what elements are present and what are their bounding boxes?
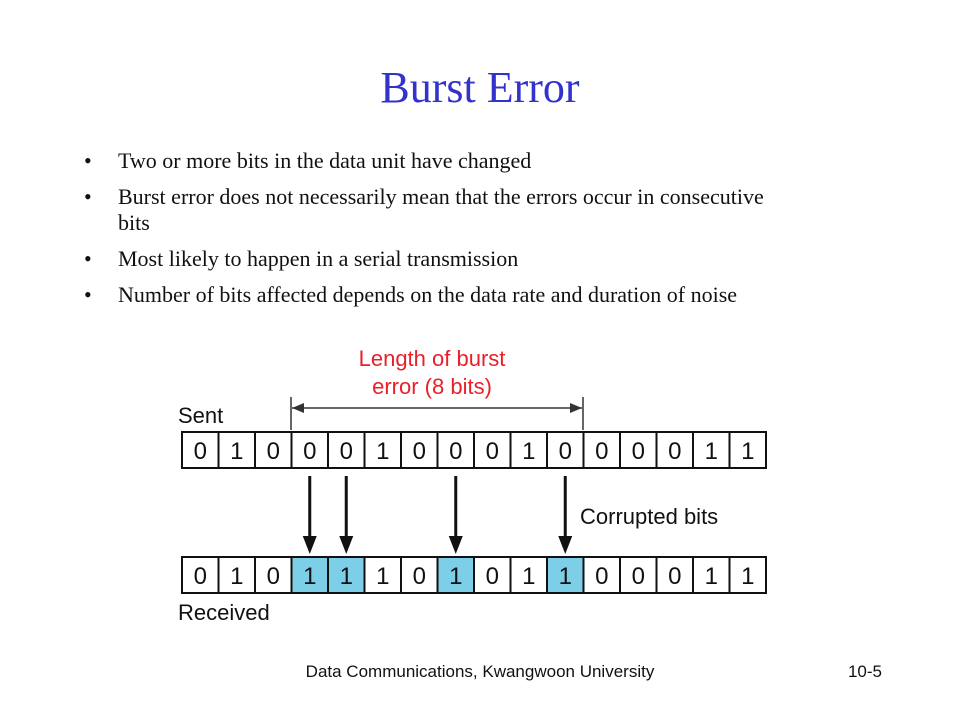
sent-bit-value: 0 <box>266 438 280 465</box>
sent-bit-value: 0 <box>193 438 207 465</box>
bullet-item: • Two or more bits in the data unit have changed <box>84 148 884 174</box>
sent-bits-row <box>182 432 766 468</box>
sent-bit-value: 1 <box>522 438 536 465</box>
sent-bit-value: 0 <box>339 438 353 465</box>
sent-bit-value: 0 <box>412 438 426 465</box>
sent-bit-value: 0 <box>558 438 572 465</box>
sent-bit-value: 0 <box>303 438 317 465</box>
corrupted-bits-label: Corrupted bits <box>580 504 719 529</box>
sent-bit-value: 0 <box>631 438 645 465</box>
received-bit-value: 1 <box>303 563 317 590</box>
sent-bit-value: 1 <box>704 438 718 465</box>
received-bit-value: 1 <box>449 563 463 590</box>
received-bit-value: 1 <box>741 563 755 590</box>
received-bit-value: 0 <box>668 563 682 590</box>
corruption-arrowhead <box>339 536 353 554</box>
received-label: Received <box>178 600 270 625</box>
sent-bit-value: 0 <box>485 438 499 465</box>
received-bits-row <box>182 557 766 593</box>
corruption-arrowhead <box>558 536 572 554</box>
page-number: 10-5 <box>847 662 882 681</box>
received-bit-value: 0 <box>412 563 426 590</box>
corruption-arrowhead <box>449 536 463 554</box>
received-bit-value: 1 <box>522 563 536 590</box>
slide-title: Burst Error <box>380 63 580 112</box>
bullet-item: • Most likely to happen in a serial transmission <box>84 246 884 272</box>
burst-length-indicator <box>291 397 583 430</box>
sent-bit-value: 1 <box>230 438 244 465</box>
received-bit-value: 0 <box>485 563 499 590</box>
bullet-item: • Burst error does not necessarily mean that the errors occur in consecutive bits <box>84 184 788 236</box>
received-bit-value: 1 <box>558 563 572 590</box>
sent-bit-value: 0 <box>595 438 609 465</box>
footer-text: Data Communications, Kwangwoon University <box>305 662 655 681</box>
sent-bit-value: 0 <box>668 438 682 465</box>
corruption-arrowhead <box>303 536 317 554</box>
burst-length-label: error (8 bits) <box>372 374 492 399</box>
received-bit-value: 1 <box>339 563 353 590</box>
received-bit-value: 1 <box>704 563 718 590</box>
received-bit-value: 0 <box>193 563 207 590</box>
burst-length-label: Length of burst <box>358 346 506 371</box>
bullet-item: • Number of bits affected depends on the data rate and duration of noise <box>84 282 884 308</box>
sent-bit-value: 1 <box>376 438 390 465</box>
sent-bit-value: 0 <box>449 438 463 465</box>
received-bit-value: 0 <box>595 563 609 590</box>
corruption-arrows <box>303 476 573 554</box>
received-bit-value: 0 <box>631 563 645 590</box>
received-bit-value: 1 <box>376 563 390 590</box>
sent-bit-value: 1 <box>741 438 755 465</box>
sent-label: Sent <box>178 403 224 428</box>
received-bit-value: 0 <box>266 563 280 590</box>
received-bit-value: 1 <box>230 563 244 590</box>
